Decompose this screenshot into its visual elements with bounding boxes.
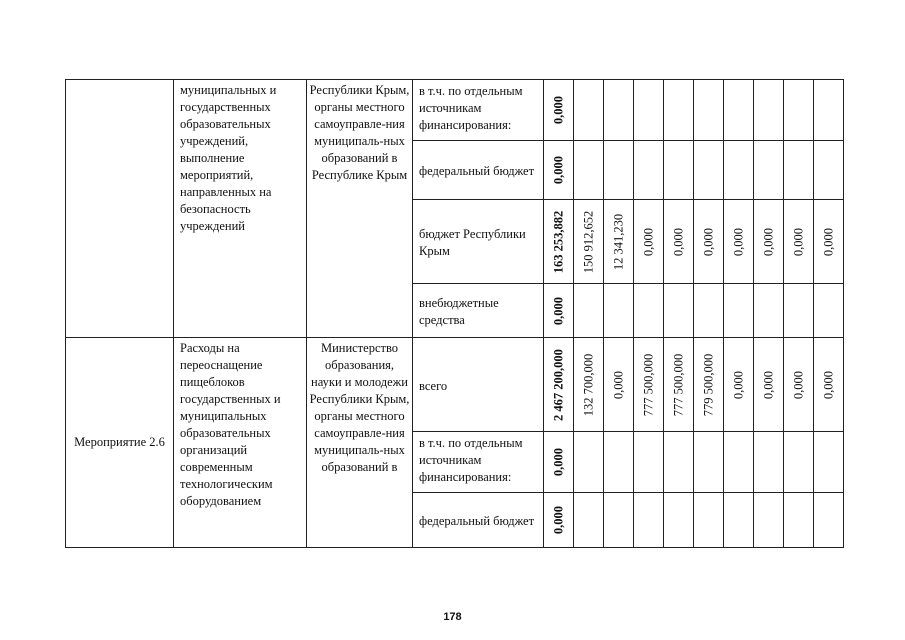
year-amount-cell [724, 432, 754, 493]
year-amount: 779 500,000 [701, 353, 715, 416]
year-amount-cell [724, 338, 754, 432]
funding-source: бюджет Республики Крым [413, 200, 544, 284]
year-amount-cell [634, 493, 664, 548]
year-amount-cell [784, 284, 814, 338]
total-amount-cell [544, 80, 574, 141]
measure-description: Расходы на переоснащение пищеблоков государственных и муниципальных образовательных организаций современным технологическим оборудованием [174, 338, 307, 548]
year-amount-cell [634, 200, 664, 284]
year-amount-cell [574, 493, 604, 548]
year-amount: 0,000 [791, 370, 805, 399]
year-amount-cell [754, 493, 784, 548]
total-amount-cell [544, 338, 574, 432]
year-amount-cell [754, 432, 784, 493]
funding-source: внебюджетные средства [413, 284, 544, 338]
year-amount-cell [814, 80, 844, 141]
year-amount: 0,000 [821, 227, 835, 256]
year-amount: 777 500,000 [671, 353, 685, 416]
year-amount-cell [694, 493, 724, 548]
year-amount-cell [664, 493, 694, 548]
year-amount-cell [664, 432, 694, 493]
year-amount-cell [604, 141, 634, 200]
year-amount-cell [814, 141, 844, 200]
year-amount-cell [694, 200, 724, 284]
year-amount-cell [574, 338, 604, 432]
year-amount: 0,000 [731, 227, 745, 256]
year-amount-cell [754, 200, 784, 284]
year-amount-cell [604, 432, 634, 493]
year-amount-cell [814, 284, 844, 338]
total-amount-cell [544, 141, 574, 200]
year-amount: 0,000 [671, 227, 685, 256]
year-amount-cell [574, 284, 604, 338]
year-amount-cell [724, 284, 754, 338]
funding-source: федеральный бюджет [413, 493, 544, 548]
year-amount-cell [724, 141, 754, 200]
year-amount-cell [634, 338, 664, 432]
measure-name: Мероприятие 2.6 [74, 435, 165, 449]
year-amount-cell [784, 432, 814, 493]
budget-table [65, 79, 844, 548]
total-amount-cell [544, 432, 574, 493]
year-amount-cell [694, 284, 724, 338]
funding-source: федеральный бюджет [413, 141, 544, 200]
year-amount-cell [754, 80, 784, 141]
year-amount-cell [604, 338, 634, 432]
year-amount: 150 912,652 [581, 210, 595, 273]
year-amount-cell [784, 80, 814, 141]
year-amount-cell [724, 493, 754, 548]
year-amount-cell [664, 80, 694, 141]
table-row [66, 338, 844, 432]
page-number: 178 [443, 611, 462, 623]
year-amount-cell [574, 141, 604, 200]
year-amount-cell [754, 338, 784, 432]
year-amount-cell [784, 493, 814, 548]
total-amount: 0,000 [551, 447, 565, 477]
year-amount-cell [784, 200, 814, 284]
year-amount-cell [754, 284, 784, 338]
total-amount-cell [544, 200, 574, 284]
year-amount: 0,000 [761, 227, 775, 256]
year-amount-cell [634, 284, 664, 338]
year-amount-cell [814, 493, 844, 548]
year-amount-cell [574, 432, 604, 493]
total-amount: 0,000 [551, 155, 565, 185]
year-amount: 0,000 [791, 227, 805, 256]
year-amount: 777 500,000 [641, 353, 655, 416]
responsible-executor: Министерство образования, науки и молодежи Республики Крым, органы местного самоуправле-ния муниципаль-ных образований в [307, 338, 413, 548]
year-amount-cell [664, 141, 694, 200]
year-amount-cell [784, 141, 814, 200]
funding-source: в т.ч. по отдельным источникам финансирования: [413, 80, 544, 141]
total-amount-cell [544, 284, 574, 338]
measure-name-cell [66, 80, 174, 338]
year-amount-cell [724, 80, 754, 141]
year-amount-cell [694, 432, 724, 493]
funding-source: всего [413, 338, 544, 432]
funding-source: в т.ч. по отдельным источникам финансирования: [413, 432, 544, 493]
year-amount-cell [634, 432, 664, 493]
year-amount-cell [604, 200, 634, 284]
table-row [66, 80, 844, 141]
total-amount: 0,000 [551, 505, 565, 535]
year-amount-cell [814, 200, 844, 284]
total-amount: 0,000 [551, 95, 565, 125]
year-amount-cell [724, 200, 754, 284]
total-amount: 0,000 [551, 296, 565, 325]
year-amount-cell [574, 80, 604, 141]
year-amount-cell [814, 338, 844, 432]
year-amount: 132 700,000 [581, 353, 595, 416]
year-amount-cell [694, 80, 724, 141]
year-amount: 12 341,230 [611, 213, 625, 270]
year-amount-cell [604, 284, 634, 338]
responsible-executor: Республики Крым, органы местного самоуправле-ния муниципаль-ных образований в Республике Крым [307, 80, 413, 338]
year-amount-cell [814, 432, 844, 493]
year-amount-cell [574, 200, 604, 284]
year-amount-cell [664, 284, 694, 338]
year-amount: 0,000 [821, 370, 835, 399]
year-amount-cell [664, 338, 694, 432]
total-amount: 2 467 200,000 [551, 348, 565, 421]
year-amount: 0,000 [731, 370, 745, 399]
year-amount-cell [634, 141, 664, 200]
measure-description: муниципальных и государственных образовательных учреждений, выполнение мероприятий, направленных на безопасность учреждений [174, 80, 307, 338]
year-amount-cell [694, 338, 724, 432]
year-amount-cell [694, 141, 724, 200]
year-amount: 0,000 [761, 370, 775, 399]
year-amount: 0,000 [701, 227, 715, 256]
year-amount-cell [664, 200, 694, 284]
year-amount: 0,000 [611, 370, 625, 399]
year-amount-cell [604, 493, 634, 548]
year-amount-cell [784, 338, 814, 432]
year-amount-cell [634, 80, 664, 141]
year-amount-cell [604, 80, 634, 141]
total-amount: 163 253,882 [551, 210, 565, 273]
measure-name-cell [66, 338, 174, 548]
year-amount-cell [754, 141, 784, 200]
total-amount-cell [544, 493, 574, 548]
year-amount: 0,000 [641, 227, 655, 256]
